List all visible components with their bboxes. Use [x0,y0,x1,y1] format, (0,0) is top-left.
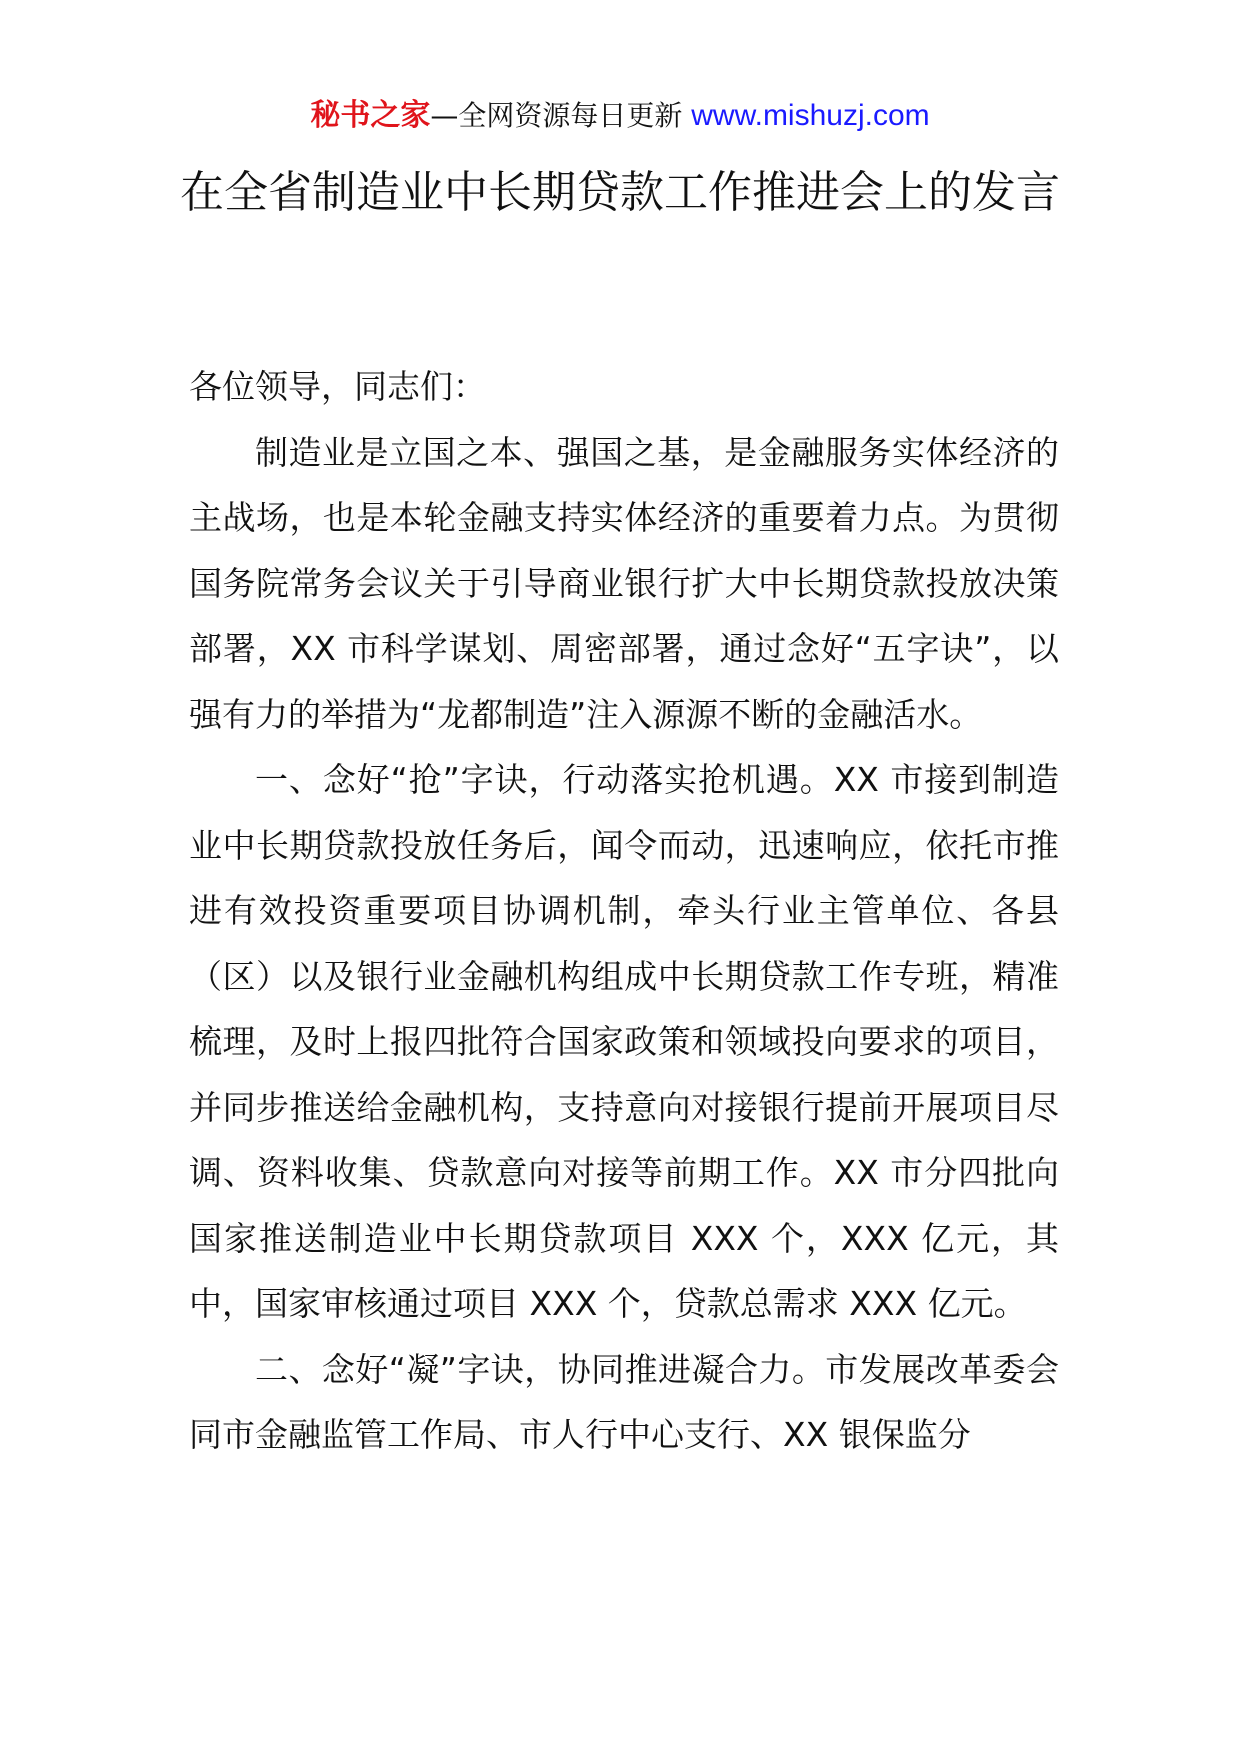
section-1-body: XX 市接到制造业中长期贷款投放任务后，闻令而动，迅速响应，依托市推进有效投资重要项目协调机制，牵头行业主管单位、各县（区）以及银行业金融机构组成中长期贷款工作专班，精准梳理，及时上报四批符合国家政策和领域投向要求的项目，并同步推送给金融机构，支持意向对接银行提前开展项目尽调、资料收集、贷款意向对接等前期工作。XX 市分四批向国家推送制造业中长期贷款项目 XXX 个，XXX 亿元，其中，国家审核通过项目 XXX 个，贷款总需求 XXX 亿元。 [189,760,1059,1323]
section-2-body: 市发展改革委会同市金融监管工作局、市人行中心支行、XX 银保监分 [189,1349,1059,1454]
salutation: 各位领导，同志们： [189,367,486,406]
intro-paragraph: 制造业是立国之本、强国之基，是金融服务实体经济的主战场，也是本轮金融支持实体经济的重要着力点。为贯彻国务院常务会议关于引导商业银行扩大中长期贷款投放决策部署，XX 市科学谋划、周密部署，通过念好“五字诀”，以强有力的举措为“龙都制造”注入源源不断的金融活水。 [189,432,1059,734]
document-title: 在全省制造业中长期贷款工作推进会上的发言 [180,167,1060,218]
brand-name: 秘书之家 [310,98,431,133]
site-url-link[interactable]: www.mishuzj.com [691,99,930,132]
section-1-heading: 一、念好“抢”字诀，行动落实抢机遇。 [255,760,834,799]
section-2-heading: 二、念好“凝”字诀，协同推进凝合力。 [255,1349,826,1389]
document-body [189,354,1059,1468]
section-2-paragraph [189,1337,1059,1468]
banner-tagline: —全网资源每日更新 [430,99,683,132]
site-banner [0,98,1240,134]
section-1-paragraph [189,747,1059,1337]
